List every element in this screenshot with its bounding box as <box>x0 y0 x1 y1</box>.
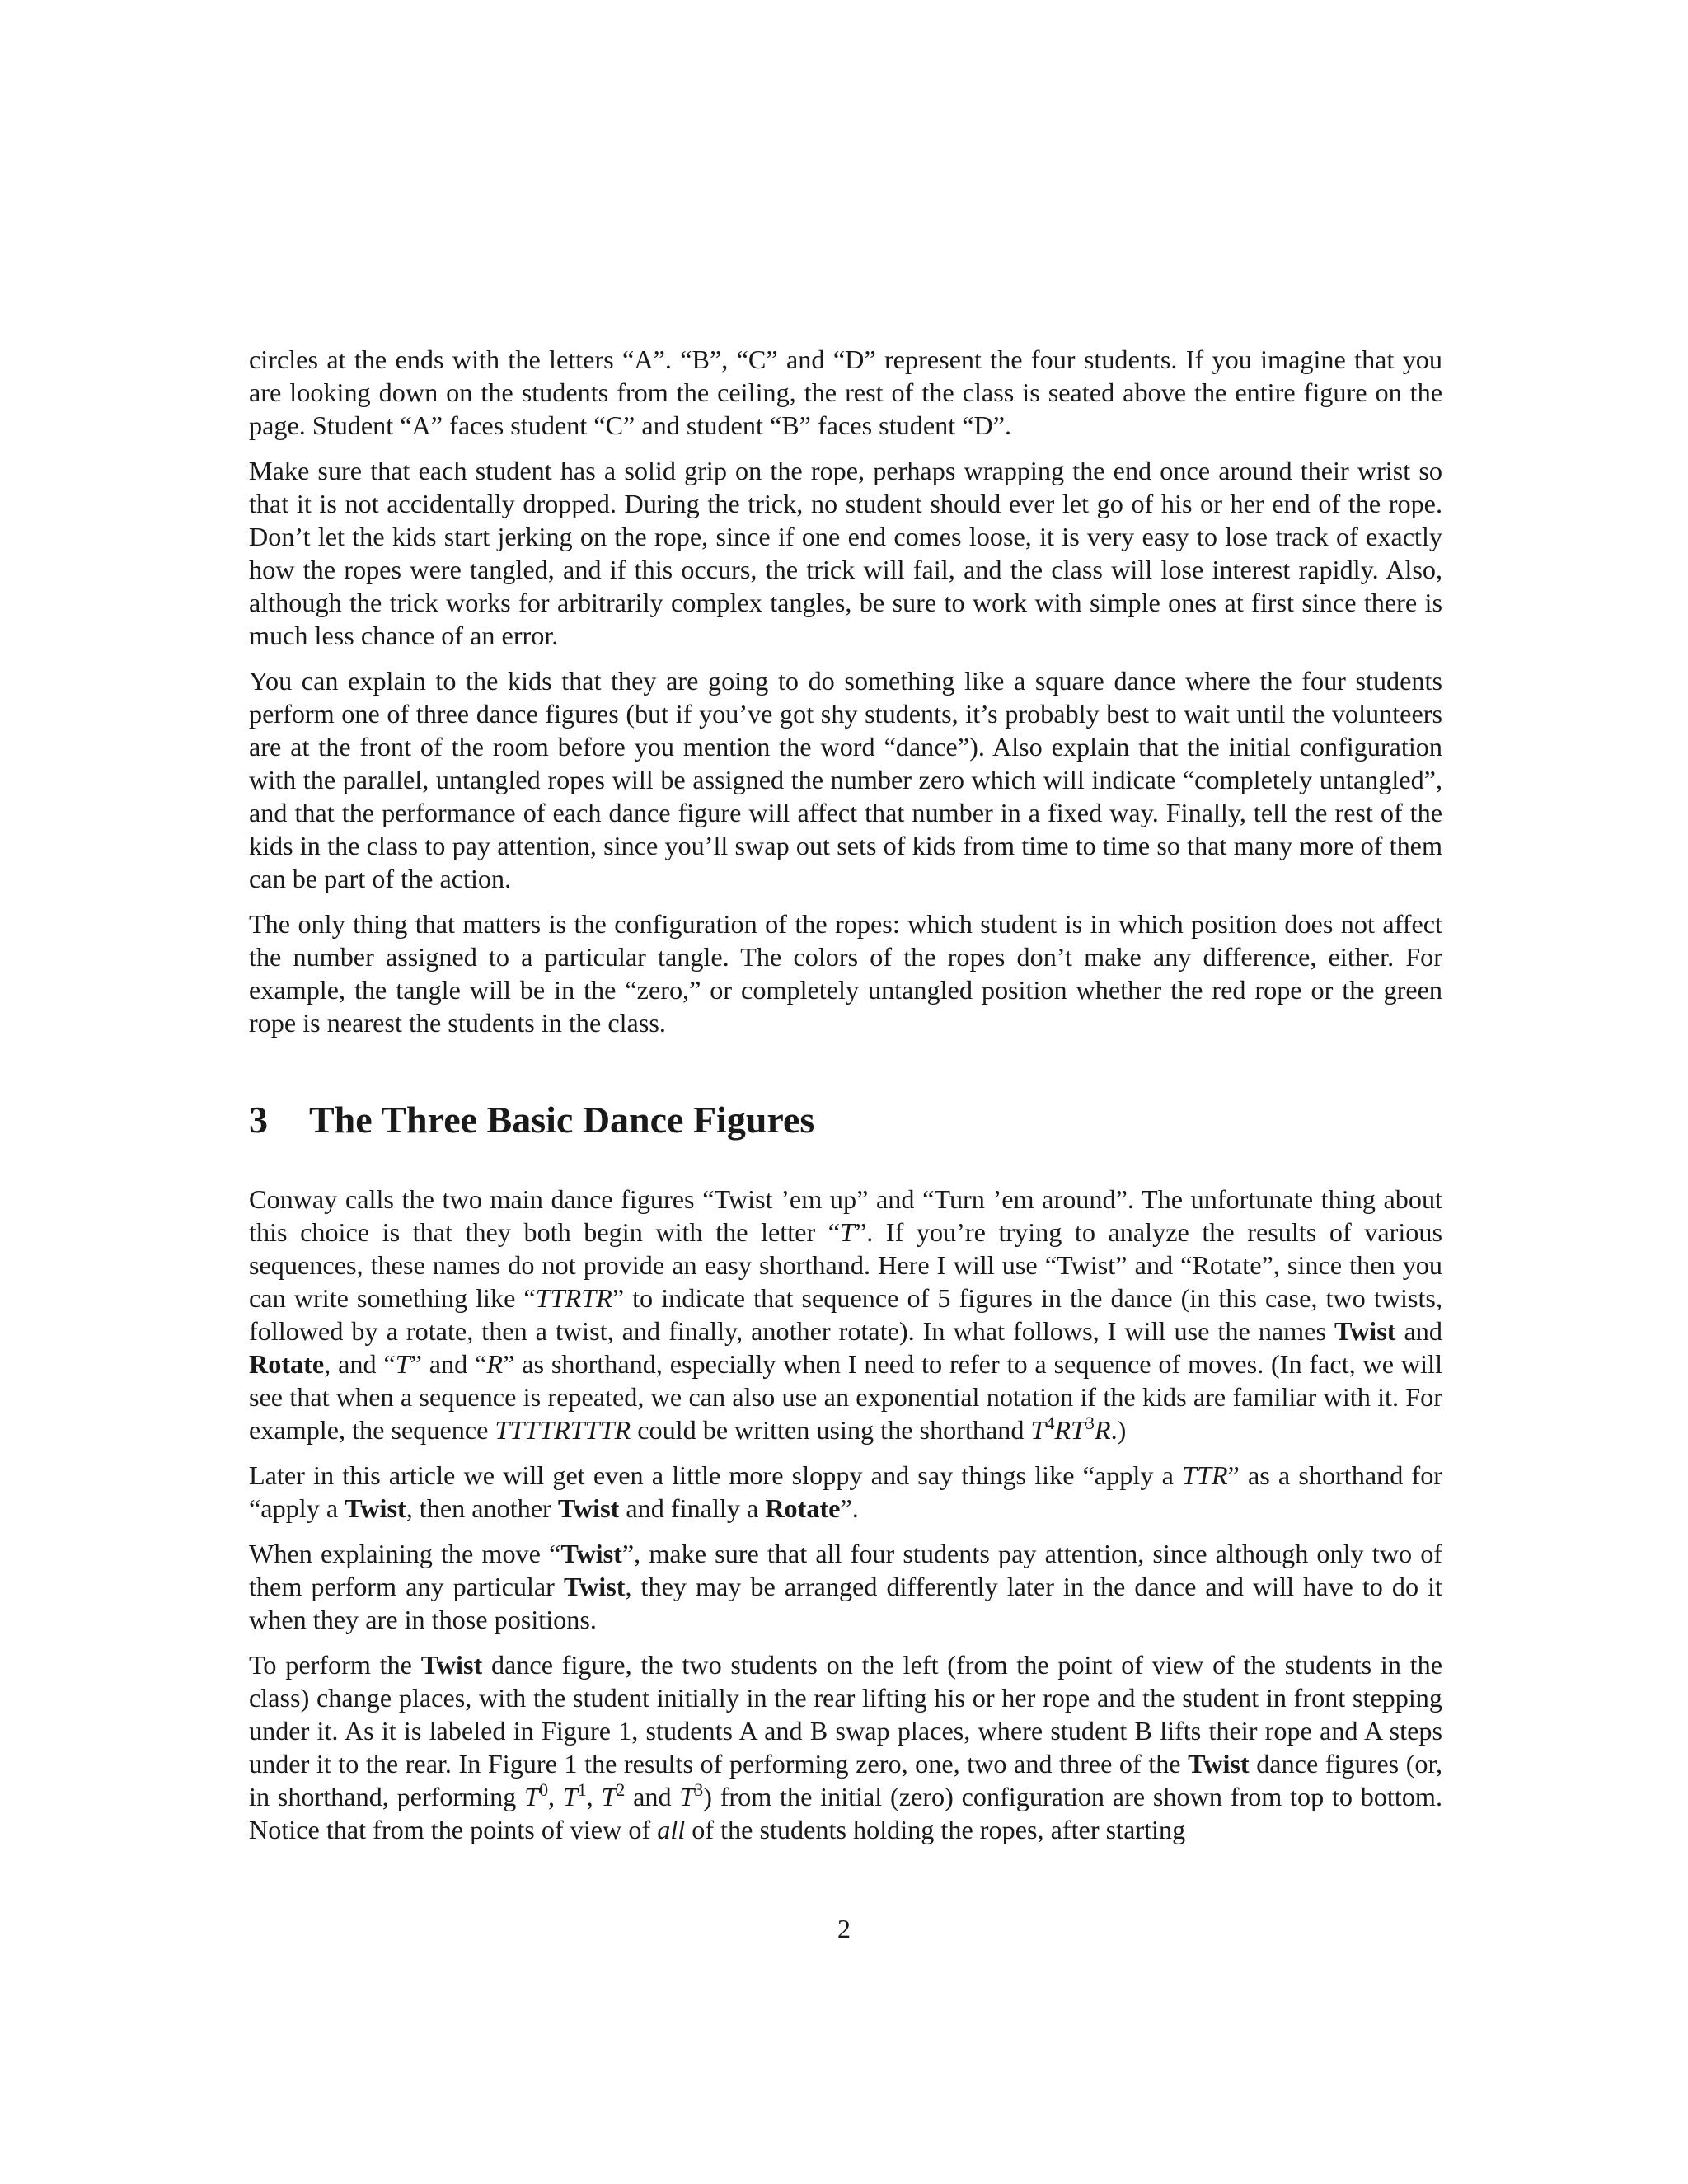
bold-term: Twist <box>560 1539 622 1568</box>
paragraph <box>249 1648 1442 1846</box>
exponent: 1 <box>577 1779 587 1800</box>
text-run: ”. <box>840 1493 859 1523</box>
text-run: ” to indicate that sequence of 5 figures in the dance (in this case, two twists, followed by a rotate, then a twist, and finally, another rotate). In what follows, I will use the names <box>249 1283 1442 1346</box>
bold-term: Twist <box>420 1650 483 1680</box>
text-run: To perform the <box>249 1650 421 1680</box>
text-run: and <box>1395 1316 1442 1346</box>
text-run: dance figures (or, in shorthand, performing <box>249 1749 1442 1811</box>
bold-term: Rotate <box>249 1349 325 1379</box>
paragraph: You can explain to the kids that they are going to do something like a square dance where the four students perform one of three dance figures (but if you’ve got shy students, it’s probably best to wait until the volunteers are at the front of the room before you mention the word “dance”). Also explain that the initial configuration with the parallel, untangled ropes will be assigned the number zero which will indicate “completely untangled”, and that the performance of each dance figure will affect that number in a fixed way. Finally, tell the rest of the kids in the class to pay attention, since you’ll swap out sets of kids from time to time so that many more of them can be part of the action. <box>249 666 1442 893</box>
text-run: and finally a <box>619 1493 766 1523</box>
text-run: and <box>625 1782 680 1811</box>
math-symbol: T <box>562 1782 578 1811</box>
math-symbol: T <box>395 1349 410 1379</box>
bold-term: Twist <box>1188 1749 1250 1779</box>
page-number: 2 <box>837 1914 851 1943</box>
section-title: The Three Basic Dance Figures <box>309 1099 815 1141</box>
text-run: Later in this article we will get even a little more sloppy and say things like “apply a <box>249 1460 1183 1490</box>
text-run: , <box>548 1782 563 1811</box>
text-run: , then another <box>406 1493 558 1523</box>
math-symbol: T <box>840 1217 855 1247</box>
text-run: When explaining the move “ <box>249 1539 561 1568</box>
paragraph <box>249 1459 1442 1525</box>
bold-term: Rotate <box>765 1493 841 1523</box>
italic-term: all <box>657 1815 686 1844</box>
bold-term: Twist <box>563 1572 626 1601</box>
text-run: ) from the initial (zero) configuration are shown from top to bottom. Notice that from the points of view of <box>249 1782 1442 1844</box>
paragraph <box>249 1183 1442 1446</box>
paragraph: Make sure that each student has a solid grip on the rope, perhaps wrapping the end once around their wrist so that it is not accidentally dropped. During the trick, no student should ever let go of his or her end of the rope. Don’t let the kids start jerking on the rope, since if one end comes loose, it is very easy to lose track of exactly how the ropes were tangled, and if this occurs, the trick will fail, and the class will lose interest rapidly. Also, although the trick works for arbitrarily complex tangles, be sure to work with simple ones at first since there is much less chance of an error. <box>249 456 1442 650</box>
math-symbol: T <box>601 1782 617 1811</box>
text-run: ” and “ <box>410 1349 487 1379</box>
text-run: , <box>586 1782 602 1811</box>
paragraph: circles at the ends with the letters “A”. “B”, “C” and “D” represent the four students. If you imagine that you are looking down on the students from the ceiling, the rest of the class is seated above the entire figure on the page. Student “A” faces student “C” and student “B” faces student “D”. <box>249 344 1442 440</box>
exponent: 3 <box>694 1779 704 1800</box>
paragraph <box>249 1537 1442 1636</box>
math-symbol: T <box>679 1782 695 1811</box>
section-heading <box>249 1097 1442 1143</box>
math-symbol: T <box>1030 1415 1046 1445</box>
exponent: 4 <box>1045 1412 1055 1433</box>
paragraph: The only thing that matters is the configuration of the ropes: which student is in which position does not affect the number assigned to a particular tangle. The colors of the ropes don’t make any difference, either. For example, the tangle will be in the “zero,” or completely untangled position whether the red rope or the green rope is nearest the students in the class. <box>249 909 1442 1038</box>
text-run: ”, make sure that all four students pay attention, since although only two of them perform any particular <box>249 1539 1443 1601</box>
bold-term: Twist <box>1334 1316 1396 1346</box>
text-run: ” as a shorthand for “apply a <box>249 1460 1443 1523</box>
math-symbol: T <box>524 1782 540 1811</box>
exponent: 3 <box>1085 1412 1095 1433</box>
bold-term: Twist <box>345 1493 406 1523</box>
math-symbol: R <box>1094 1415 1111 1445</box>
text-run: dance figure, the two students on the left (from the point of view of the students in the class) change places, with the student initially in the rear lifting his or her rope and the student in front stepping under it. As it is labeled in Figure 1, students A and B swap places, where student B lifts their rope and A steps under it to the rear. In Figure 1 the results of performing zero, one, two and three of the <box>249 1650 1442 1779</box>
text-run: ”. If you’re trying to analyze the results of various sequences, these names do not provide an easy shorthand. Here I will use “Twist” and “Rotate”, since then you can write something like “ <box>249 1217 1442 1313</box>
text-run: .) <box>1110 1415 1127 1445</box>
text-run: , and “ <box>324 1349 396 1379</box>
text-run: Conway calls the two main dance figures “Twist ’em up” and “Turn ’em around”. The unfortunate thing about this choice is that they both begin with the letter “ <box>249 1184 1442 1247</box>
math-symbol: TTTTRTTTR <box>495 1415 631 1445</box>
exponent: 2 <box>616 1779 626 1800</box>
math-symbol: RT <box>1054 1415 1085 1445</box>
exponent: 0 <box>539 1779 548 1800</box>
text-run: of the students holding the ropes, after starting <box>685 1815 1186 1844</box>
section-number: 3 <box>249 1099 268 1141</box>
math-symbol: TTR <box>1182 1460 1228 1490</box>
text-run: ” as shorthand, especially when I need to refer to a sequence of moves. (In fact, we will see that when a sequence is repeated, we can also use an exponential notation if the kids are familiar with it. For example, the sequence <box>249 1349 1443 1445</box>
text-run: , they may be arranged differently later in the dance and will have to do it when they are in those positions. <box>249 1572 1443 1634</box>
page-body <box>249 343 1442 1858</box>
text-run: could be written using the shorthand <box>631 1415 1031 1445</box>
math-symbol: TTRTR <box>535 1283 612 1313</box>
math-symbol: R <box>486 1349 504 1379</box>
bold-term: Twist <box>557 1493 620 1523</box>
